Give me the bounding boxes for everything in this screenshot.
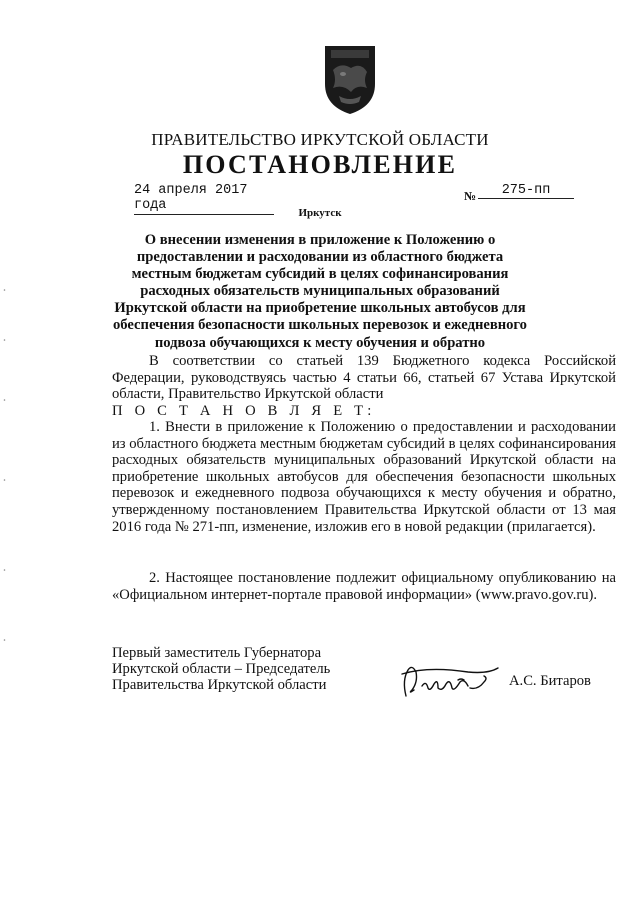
- document-type: ПОСТАНОВЛЕНИЕ: [182, 150, 458, 179]
- signer-name: А.С. Битаров: [509, 673, 591, 689]
- number-sign: №: [464, 189, 477, 203]
- item-2-paragraph: 2. Настоящее постановление подлежит официальному опубликованию на «Официальном интернет-портале правовой информации» (www.pravo.gov.ru).: [112, 570, 616, 603]
- signatory-position-line: Правительства Иркутской области: [112, 676, 327, 693]
- government-name: ПРАВИТЕЛЬСТВО ИРКУТСКОЙ ОБЛАСТИ: [151, 130, 489, 149]
- handwritten-signature: [398, 660, 508, 700]
- coat-of-arms-emblem: [321, 40, 379, 116]
- signatory-position-line: Иркутской области – Председатель: [112, 660, 331, 677]
- document-title: О внесении изменения в приложение к Положению о предоставлении и расходовании из областного бюджета местным бюджетам субсидий в целях софинансирования расходных обязательств муниципальных образований Иркутской области на приобретение школьных автобусов для обеспечения безопасности школьных перевозок и ежедневного подвоза обучающихся к месту обучения и обратно: [113, 232, 527, 351]
- scan-margin-dots: [3, 280, 6, 660]
- document-date: 24 апреля 2017 года: [134, 183, 274, 215]
- signatory-position: [112, 646, 330, 693]
- item-1-paragraph: 1. Внести в приложение к Положению о предоставлении и расходовании из областного бюджета местным бюджетам субсидий в целях софинансирования расходных обязательств муниципальных образований Иркутской области на приобретение школьных автобусов для обеспечения безопасности школьных перевозок и ежедневного подвоза обучающихся к месту обучения и обратно, утвержденному постановлением Правительства Иркутской области от 13 мая 2016 года № 271-пп, изменение, изложив его в новой редакции (прилагается).: [112, 419, 616, 535]
- document-city: Иркутск: [298, 207, 342, 219]
- document-number: 275-пп: [478, 183, 574, 199]
- signatory-position-line: Первый заместитель Губернатора: [112, 645, 322, 661]
- preamble-paragraph: В соответствии со статьей 139 Бюджетного кодекса Российской Федерации, руководствуясь частью 4 статьи 66, статьей 67 Устава Иркутской области, Правительство Иркутской области: [112, 353, 616, 403]
- resolution-verb: П О С Т А Н О В Л Я Е Т:: [112, 403, 376, 419]
